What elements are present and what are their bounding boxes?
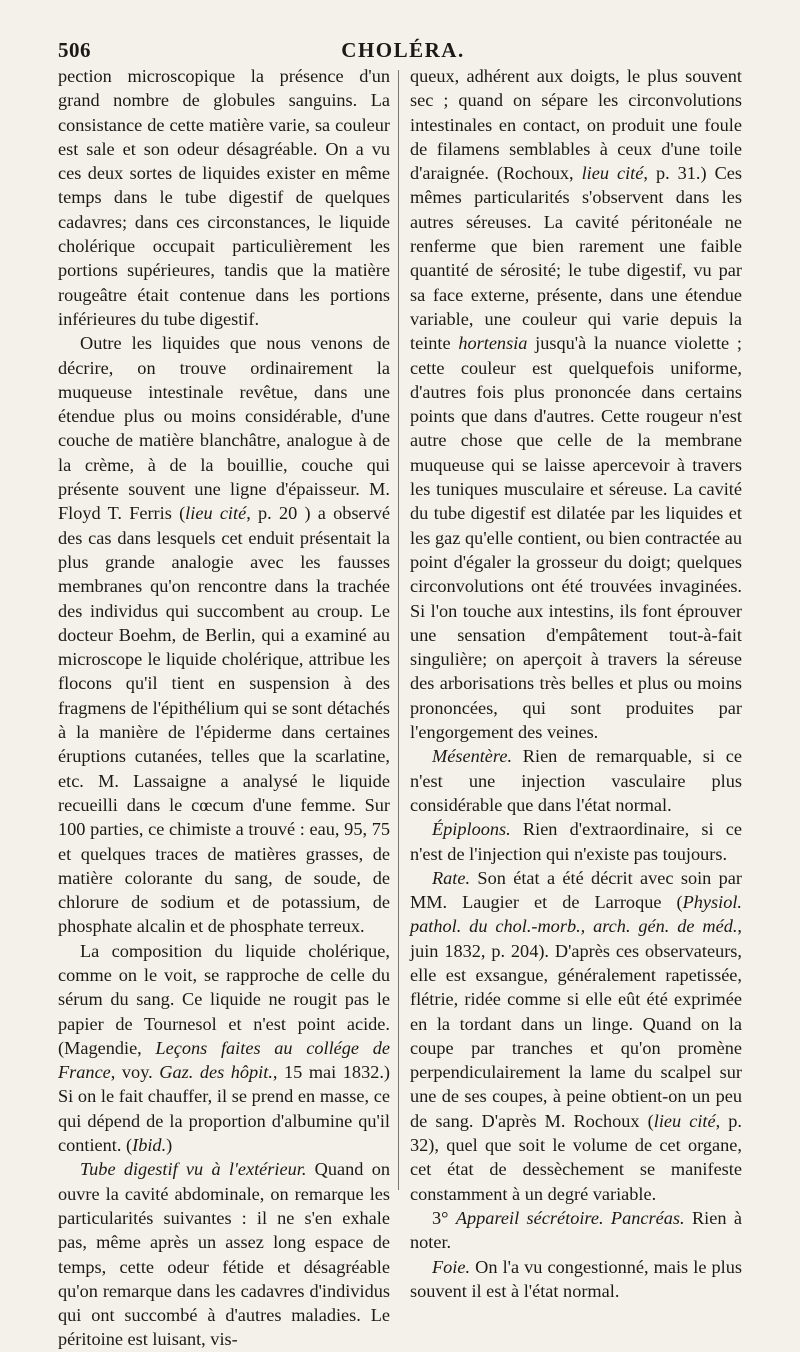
- column-divider: [398, 70, 399, 1190]
- text-run: pection microscopique la présence d'un grand nombre de globules sanguins. La consistance de cette matière varie, sa couleur est sale et son odeur désagréable. On a vu ces deux sortes de liquides exister en même temps dans le tube digestif de quelques cadavres; dans ces circonstances, le liquide cholérique occupait particulièrement les portions supérieures, tandis que la matière rougeâtre était contenue dans les portions inférieures du tube digestif.: [58, 66, 390, 329]
- paragraph: [410, 744, 742, 817]
- text-run: 3°: [432, 1207, 456, 1228]
- italic-text: Gaz. des hôpit.: [159, 1062, 273, 1083]
- running-title: CHOLÉRA.: [341, 38, 465, 62]
- left-column: [58, 64, 390, 1352]
- italic-text: Physiol. pathol. du chol.-morb., arch. gén. de méd.: [410, 892, 742, 937]
- paragraph: [58, 331, 390, 938]
- italic-text: Leçons faites au collége de France: [58, 1037, 391, 1083]
- paragraph: [410, 1255, 742, 1304]
- text-run: On l'a vu congestionné, mais le plus souvent il est à l'état normal.: [410, 1256, 742, 1301]
- text-run: , p. 31.) Ces mêmes particularités s'observent dans les autres séreuses. La cavité péritonéale ne renferme que bien rarement une faible quantité de sérosité; le tube digestif, vu par sa face externe, présente, dans une étendue variable, une couleur qui varie depuis la teinte: [410, 163, 743, 354]
- text-run: , p. 32), quel que soit le volume de cet organe, cet état de dessèchement se manifeste constamment à un degré variable.: [410, 1110, 742, 1204]
- text-run: Son état a été décrit avec soin par MM. Laugier et de Larroque (: [410, 867, 742, 913]
- italic-text: Rate.: [432, 867, 471, 888]
- text-run: Rien de remarquable, si ce n'est une injection vasculaire plus considérable que dans l'état normal.: [410, 746, 742, 815]
- text-run: , voy.: [110, 1062, 160, 1083]
- text-run: , juin 1832, p. 204). D'après ces observateurs, elle est exsangue, généralement rapetissée, flétrie, ridée comme si elle eût été exprimée en la tordant dans un linge. Quand on la coupe par tranches et qu'on promène perpendiculairement la lame du scalpel sur une de ses coupes, à peine obtient-on un peu de sang. D'après M. Rochoux (: [410, 916, 742, 1131]
- text-run: jusqu'à la nuance violette ; cette couleur est quelquefois uniforme, d'autres fois plus prononcée dans certains points que dans d'autres. Cette rougeur n'est autre chose que celle de la membrane muqueuse qui se laisse apercevoir à travers les tuniques musculaire et séreuse. La cavité du tube digestif est dilatée par les liquides et les gaz qu'elle contient, ou bien contractée au point d'égaler la grosseur du doigt; quelques circonvolutions ont été trouvées invaginées. Si l'on touche aux intestins, ils font éprouver une sensation d'empâtement tout-à-fait singulière; on aperçoit à travers la séreuse des arborisations très belles et plus ou moins prononcées, qui sont produites par l'engorgement des veines.: [410, 333, 742, 743]
- italic-text: lieu cité: [185, 503, 247, 524]
- text-run: La composition du liquide cholérique, comme on le voit, se rapproche de celle du sérum du sang. Ce liquide ne rougit pas le papier de Tournesol et n'est point acide. (Magendie,: [58, 940, 390, 1058]
- text-run: Quand on ouvre la cavité abdominale, on remarque les particularités suivantes : il ne s'en exhale pas, même après un assez long espace de temps, cette odeur fétide et désagréable qu'on remarque dans les cadavres d'individus qui ont succombé à d'autres maladies. Le péritoine est luisant, vis-: [58, 1159, 390, 1350]
- text-run: , 15 mai 1832.) Si on le fait chauffer, il se prend en masse, ce qui dépend de la proportion d'albumine qu'il contient. (: [58, 1062, 391, 1156]
- italic-text: Épiploons.: [432, 819, 511, 840]
- text-run: queux, adhérent aux doigts, le plus souvent sec ; quand on sépare les circonvolutions intestinales en contact, on produit une foule de filamens semblables à ceux d'une toile d'araignée. (Rochoux,: [410, 66, 742, 184]
- paragraph: [410, 64, 742, 744]
- text-run: , p. 20 ) a observé des cas dans lesquels cet enduit présentait la plus grande analogie avec les fausses membranes qu'on rencontre dans la trachée des individus qui succombent au croup. Le docteur Boehm, de Berlin, qui a examiné au microscope le liquide cholérique, attribue les flocons qu'il tient en suspension à des fragmens de l'épithélium qui se sont détachés à la manière de l'épiderme dans certaines éruptions cutanées, telles que la scarlatine, etc. M. Lassaigne a analysé le liquide recueilli dans le cœcum d'une femme. Sur 100 parties, ce chimiste a trouvé : eau, 95, 75 et quelques traces de matières grasses, de matière colorante du sang, de soude, de chlorure de sodium et de potassium, de phosphate alcalin et de phosphate terreux.: [58, 503, 391, 937]
- italic-text: Tube digestif vu à l'extérieur.: [80, 1159, 307, 1180]
- page-number: 506: [58, 38, 91, 62]
- paragraph: [58, 64, 390, 331]
- italic-text: Ibid.: [132, 1135, 167, 1156]
- italic-text: Appareil sécrétoire. Pancréas.: [455, 1207, 685, 1228]
- paragraph: [58, 1157, 390, 1351]
- paragraph: [410, 817, 742, 866]
- text-run: ): [166, 1135, 173, 1156]
- paragraph: [410, 1206, 742, 1255]
- italic-text: hortensia: [458, 333, 528, 354]
- text-run: Rien d'extraordinaire, si ce n'est de l'injection qui n'existe pas toujours.: [410, 819, 742, 864]
- text-run: Outre les liquides que nous venons de décrire, on trouve ordinairement la muqueuse intestinale revêtue, dans une étendue plus ou moins considérable, d'une couche de matière blanchâtre, analogue à de la crème, à de la bouillie, couche qui présente souvent une ligne d'épaisseur. M. Floyd T. Ferris (: [58, 333, 390, 524]
- italic-text: lieu cité: [653, 1110, 716, 1131]
- paragraph: [58, 939, 390, 1158]
- text-run: Rien à noter.: [410, 1207, 742, 1253]
- right-column: [410, 64, 742, 1303]
- paragraph: [410, 866, 742, 1206]
- italic-text: lieu cité: [581, 163, 644, 184]
- italic-text: Foie.: [432, 1256, 471, 1277]
- italic-text: Mésentère.: [432, 746, 513, 767]
